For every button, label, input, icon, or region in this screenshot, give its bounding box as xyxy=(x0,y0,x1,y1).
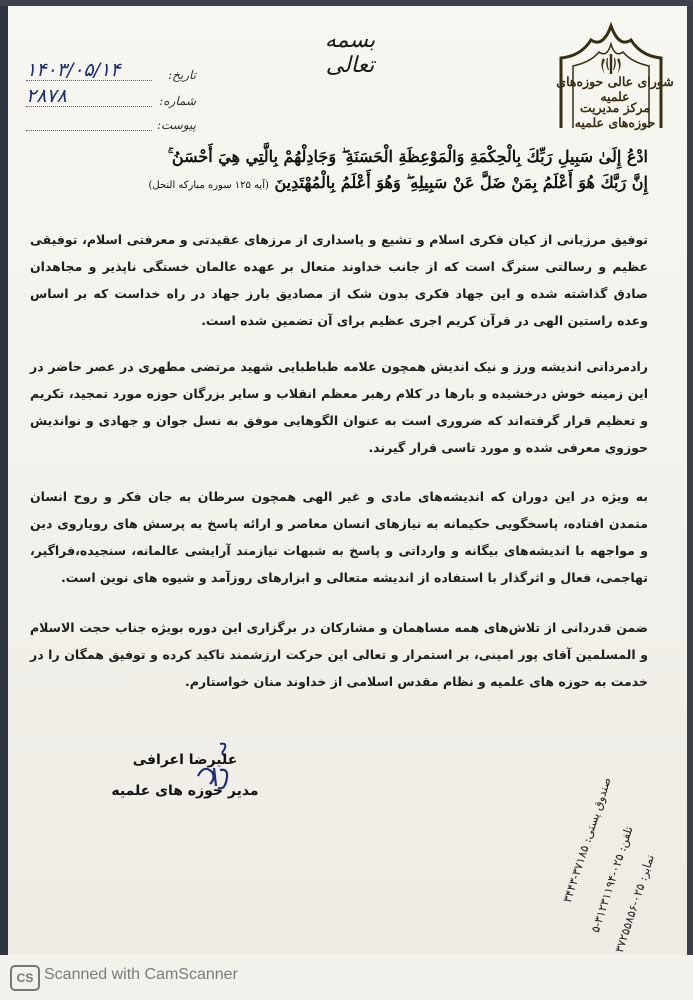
number-value: ۲۸۷۸ xyxy=(26,85,67,107)
number-label: شماره: xyxy=(159,94,196,108)
number-row xyxy=(26,85,196,108)
scan-edge-left xyxy=(0,0,8,1000)
scanner-watermark-text: Scanned with CamScanner xyxy=(44,966,238,983)
dotted-line xyxy=(26,130,152,131)
date-row xyxy=(26,59,196,82)
signatory-title: مدیر حوزه های علمیه xyxy=(111,783,259,799)
fax-number: نمابر: ۰۲۵-۳۷۲۵۵۸۵۶ xyxy=(612,852,657,955)
signatory-name: علیرضا اعرافی xyxy=(132,752,238,768)
body-paragraph-2: رادمردانی اندیشه ورز و نیک اندیش همچون علامه طباطبایی شهید مرتضی مطهری در عصر حاضر در این زمینه خوش درخشیده و بارها در کلام رهبر معظم انقلاب و سایر بزرگان حوزه مورد تمجید، تکریم و تعظیم قرار گرفته‌اند که ضروری است به عنوان الگوهایی موفق به نسل جوان و جهادی و نواندیش حوزوی معرفی شده و مورد تاسی قرار گیرند. xyxy=(30,359,648,455)
date-label: تاریخ: xyxy=(168,68,196,82)
date-value: ۱۴۰۳/۰۵/۱۴ xyxy=(26,59,121,81)
phone-number: تلفن: ۰۲۵-۳۱۲۳۱۱۹۴-۵ xyxy=(588,824,636,935)
dotted-line xyxy=(26,106,152,107)
attachment-label: پیوست: xyxy=(156,118,196,132)
postal-box: صندوق پستی: ۳۷۱۸۵-۳۴۴۳ xyxy=(560,775,614,905)
dotted-line xyxy=(26,80,152,81)
quran-verse-text: إِنَّ رَبَّكَ هُوَ أَعْلَمُ بِمَنْ ضَلَّ عَنْ سَبِيلِهِ ۖ وَهُوَ أَعْلَمُ بِالْمُهْتَدِينَ xyxy=(274,173,648,192)
quran-verse-line1: ادْعُ إِلَىٰ سَبِيلِ رَبِّكَ بِالْحِكْمَةِ وَالْمَوْعِظَةِ الْحَسَنَةِ ۖ وَجَادِلْهُمْ بِالَّتِي هِيَ أَحْسَنُ ۚ xyxy=(167,147,648,166)
basmala-heading: بسمه تعالی xyxy=(324,28,376,78)
attachment-row xyxy=(26,118,196,132)
scan-edge-top xyxy=(0,0,693,6)
body-paragraph-4: ضمن قدردانی از تلاش‌های همه مساهمان و مشارکان در برگزاری این دوره بویژه جناب حجت الاسلام و المسلمین آقای پور امینی، بر استمرار و تعالی این حرکت ارزشمند تاکید کرده و توفیق همگان را در خدمت به حوزه های علمیه و نظام مقدس اسلامی از خداوند منان خواستارم. xyxy=(30,620,648,689)
scan-edge-right xyxy=(687,0,693,1000)
org-name-line1: شورای عالی حوزه‌های علمیه xyxy=(556,74,674,104)
camscanner-logo-icon: CS xyxy=(10,965,40,991)
org-name-line2: مرکز مدیریت حوزه‌های علمیه xyxy=(574,100,656,130)
verse-reference: (آیه ۱۲۵ سوره مبارکه النحل) xyxy=(148,180,269,191)
body-paragraph-1: توفیق مرزبانی از کیان فکری اسلام و تشیع و پاسداری از مرزهای عقیدتی و معرفتی اسلام، توفیقی عظیم و رسالتی سترگ است که از جانب خداوند متعال بر عهده عالمان خستگی ناپذیر و مجاهدان صادق گذاشته شده و این جهاد فکری بدون شک از مصادیق بارز جهاد در راه خداست که بر اساس وعده راستین الهی در قرآن کریم اجری عظیم برای آن تضمین شده است. xyxy=(30,232,648,328)
body-paragraph-3: به ویژه در این دوران که اندیشه‌های مادی و غیر الهی همچون سرطان به جان فکر و روح انسان متمدن افتاده، پاسخگویی حکیمانه به نیازهای انسان معاصر و ارائه پاسخ به پرسش های رویاروی دین و مواجهه با اندیشه‌های بیگانه و وارداتی و پاسخ به شبهات نیازمند آرایشی عالمانه، سنجیده،فراگیر، تهاجمی، فعال و اثرگذار با استفاده از اندیشه متعالی و ابزارهای روزآمد و شیوه های نوین است. xyxy=(30,489,648,585)
quran-verse-line2 xyxy=(36,173,648,193)
